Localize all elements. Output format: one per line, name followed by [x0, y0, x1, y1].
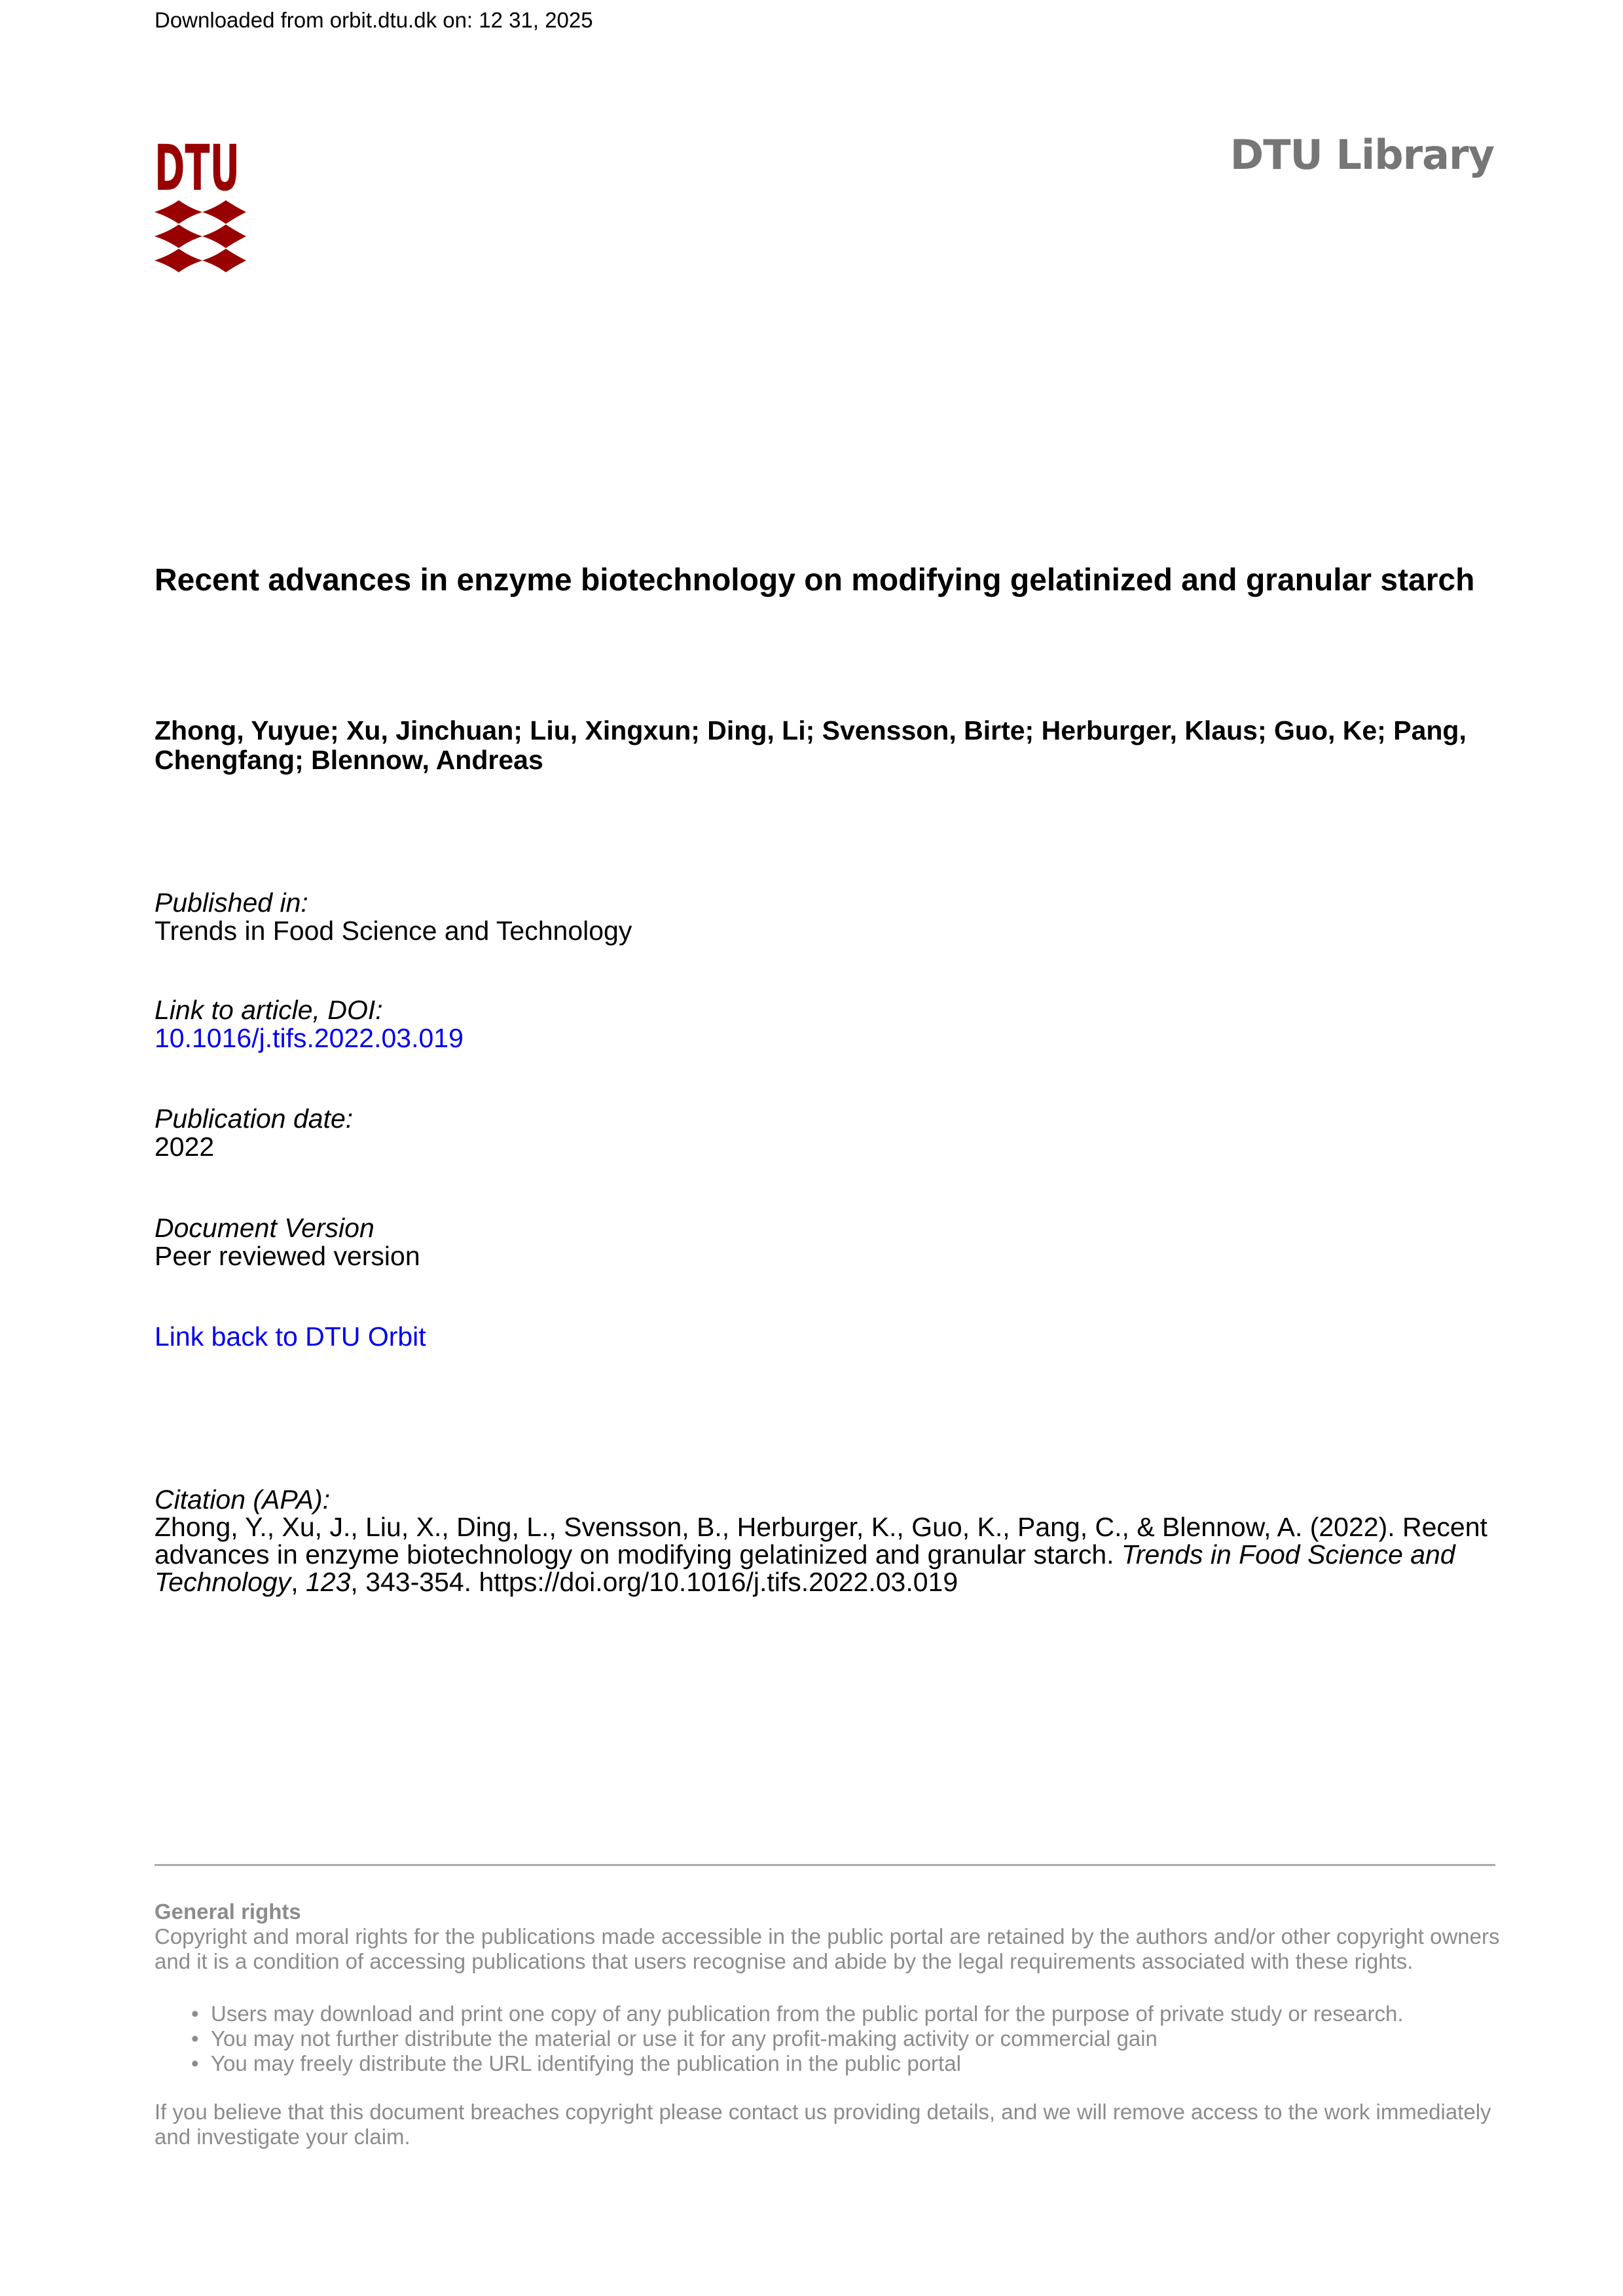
general-rights-intro: Copyright and moral rights for the publications made accessible in the public portal are retained by the authors and/or other copyright owners and it is a condition of accessing publications that users recognise and abide by the legal requirements associated with these rights.	[155, 1924, 1500, 1973]
published-in-label: Published in:	[155, 888, 308, 918]
dtu-logo	[155, 132, 259, 283]
general-rights-section	[155, 1899, 1503, 2149]
rights-list-item: • You may not further distribute the material or use it for any profit-making activity or commercial gain	[211, 2026, 1503, 2051]
publication-date-label: Publication date:	[155, 1103, 354, 1134]
document-version-value: Peer reviewed version	[155, 1241, 420, 1271]
rights-list	[155, 2001, 1503, 2076]
publication-date-block	[155, 1105, 353, 1161]
document-version-label: Document Version	[155, 1213, 374, 1243]
download-note: Downloaded from orbit.dtu.dk on: 12 31, 2025	[155, 8, 593, 32]
paper-authors: Zhong, Yuyue; Xu, Jinchuan; Liu, Xingxun; Ding, Li; Svensson, Birte; Herburger, Klaus; Guo, Ke; Pang, Chengfang; Blennow, Andreas	[155, 715, 1467, 775]
doi-block	[155, 996, 464, 1052]
citation-label: Citation (APA):	[155, 1484, 331, 1515]
paper-title: Recent advances in enzyme biotechnology on modifying gelatinized and granular starch	[155, 563, 1475, 598]
published-in-value: Trends in Food Science and Technology	[155, 916, 632, 946]
document-version-block	[155, 1214, 420, 1270]
rights-list-item: • Users may download and print one copy of any publication from the public portal for the purpose of private study or research.	[211, 2001, 1503, 2026]
dtu-library-wordmark: DTU Library	[1230, 131, 1494, 179]
doi-label: Link to article, DOI:	[155, 995, 383, 1025]
rights-list-item: • You may freely distribute the URL identifying the publication in the public portal	[211, 2051, 1503, 2076]
published-in-block	[155, 889, 632, 945]
dtu-logo-mark	[155, 132, 259, 280]
orbit-link[interactable]: Link back to DTU Orbit	[155, 1321, 426, 1352]
citation-block	[155, 1486, 1503, 1596]
divider	[155, 1864, 1495, 1866]
citation-text-end: , 343-354. https://doi.org/10.1016/j.tifs.2022.03.019	[350, 1567, 958, 1597]
citation-journal: Trends in Food Science and Technology	[155, 1539, 1455, 1597]
citation-text-start: Zhong, Y., Xu, J., Liu, X., Ding, L., Svensson, B., Herburger, K., Guo, K., Pang, C., & Blennow, A. (2022). Recent advances in enzyme biotechnology on modifying gelatinized and granular starch.	[155, 1512, 1487, 1570]
dtu-logo-text: DTU	[155, 132, 240, 205]
doi-link[interactable]: 10.1016/j.tifs.2022.03.019	[155, 1023, 464, 1053]
citation-volume: 123	[306, 1567, 351, 1597]
general-rights-heading: General rights	[155, 1899, 301, 1924]
publication-date-value: 2022	[155, 1132, 215, 1162]
breach-notice: If you believe that this document breaches copyright please contact us providing details, and we will remove access to the work immediately and investigate your claim.	[155, 2100, 1491, 2149]
citation-separator: ,	[291, 1567, 306, 1597]
